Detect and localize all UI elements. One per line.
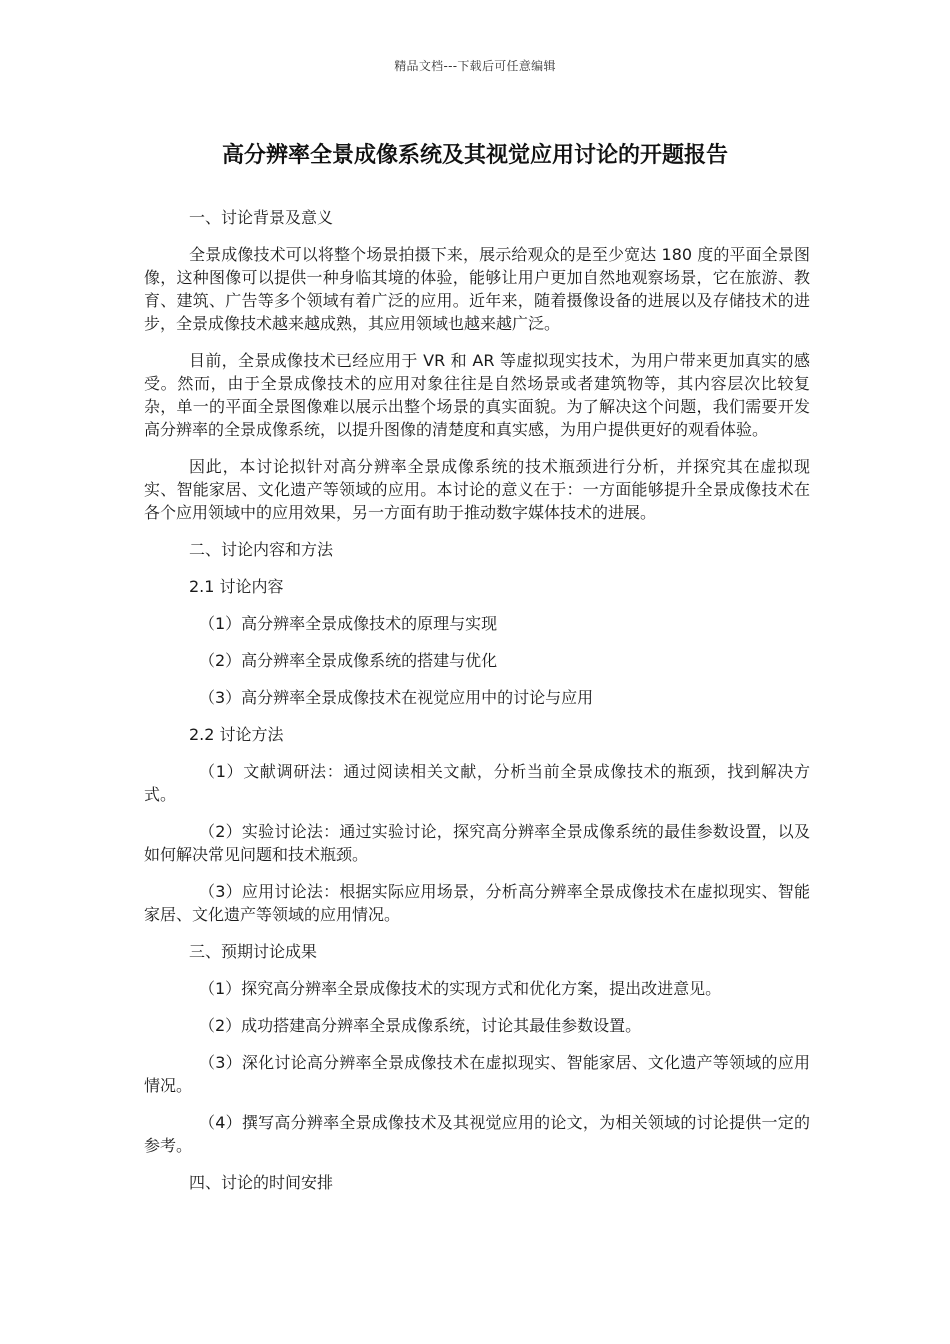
header-note: 精品文档---下载后可任意编辑: [394, 59, 556, 73]
document-body: [144, 206, 810, 1208]
section-2-2-item-3: （3）应用讨论法：根据实际应用场景，分析高分辨率全景成像技术在虚拟现实、智能家居、文化遗产等领域的应用情况。: [144, 882, 810, 924]
section-2-heading: 二、讨论内容和方法: [189, 540, 334, 559]
section-2-1-item-2: （2）高分辨率全景成像系统的搭建与优化: [199, 651, 498, 670]
section-3-heading: 三、预期讨论成果: [189, 942, 318, 961]
section-2-1-heading: 2.1 讨论内容: [189, 577, 284, 596]
section-1-paragraph-2: 目前，全景成像技术已经应用于 VR 和 AR 等虚拟现实技术，为用户带来更加真实的感受。然而，由于全景成像技术的应用对象往往是自然场景或者建筑物等，其内容层次比较复杂，单一的平面全景图像难以展示出整个场景的真实面貌。为了解决这个问题，我们需要开发高分辨率的全景成像系统，以提升图像的清楚度和真实感，为用户提供更好的观看体验。: [144, 351, 810, 439]
section-3-item-3: （3）深化讨论高分辨率全景成像技术在虚拟现实、智能家居、文化遗产等领域的应用情况。: [144, 1053, 810, 1095]
section-2-1-item-3: （3）高分辨率全景成像技术在视觉应用中的讨论与应用: [199, 688, 594, 707]
section-2-1-item-1: （1）高分辨率全景成像技术的原理与实现: [199, 614, 498, 633]
section-2-2-item-2: （2）实验讨论法：通过实验讨论，探究高分辨率全景成像系统的最佳参数设置，以及如何解决常见问题和技术瓶颈。: [144, 822, 810, 864]
section-1-paragraph-1: 全景成像技术可以将整个场景拍摄下来，展示给观众的是至少宽达 180 度的平面全景图像，这种图像可以提供一种身临其境的体验，能够让用户更加自然地观察场景，它在旅游、教育、建筑、广告等多个领域有着广泛的应用。近年来，随着摄像设备的进展以及存储技术的进步，全景成像技术越来越成熟，其应用领域也越来越广泛。: [144, 245, 810, 333]
section-1-heading: 一、讨论背景及意义: [189, 208, 334, 227]
section-3-item-2: （2）成功搭建高分辨率全景成像系统，讨论其最佳参数设置。: [199, 1016, 642, 1035]
section-3-item-1: （1）探究高分辨率全景成像技术的实现方式和优化方案，提出改进意见。: [199, 979, 722, 998]
section-2-2-item-1: （1）文献调研法：通过阅读相关文献，分析当前全景成像技术的瓶颈，找到解决方式。: [144, 762, 810, 804]
section-2-2-heading: 2.2 讨论方法: [189, 725, 284, 744]
section-3-item-4: （4）撰写高分辨率全景成像技术及其视觉应用的论文，为相关领域的讨论提供一定的参考。: [144, 1113, 810, 1155]
document-title: 高分辨率全景成像系统及其视觉应用讨论的开题报告: [221, 143, 728, 168]
section-4-heading: 四、讨论的时间安排: [189, 1173, 334, 1192]
section-1-paragraph-3: 因此，本讨论拟针对高分辨率全景成像系统的技术瓶颈进行分析，并探究其在虚拟现实、智能家居、文化遗产等领域的应用。本讨论的意义在于：一方面能够提升全景成像技术在各个应用领域中的应用效果，另一方面有助于推动数字媒体技术的进展。: [144, 457, 810, 522]
